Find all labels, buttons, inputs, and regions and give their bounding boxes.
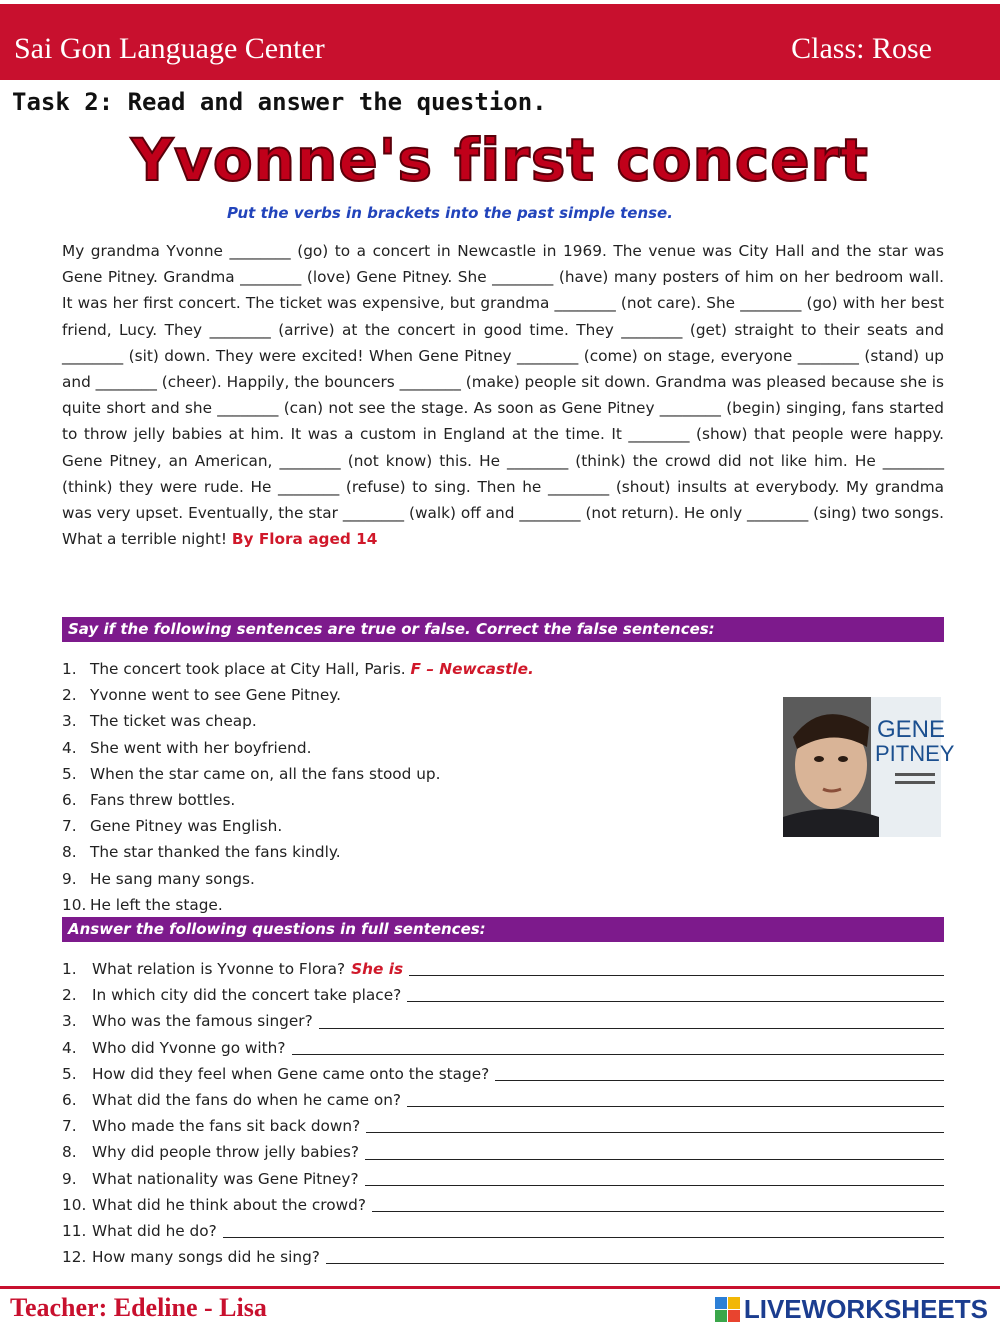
passage-text: My grandma Yvonne ________ (go) to a concert in Newcastle in 1969. The venue was City Hall and the star was Gene Pitney. Grandma ________ (love) Gene Pitney. She ________ (have) many posters of him on her bedroom wall. It was her first concert. The ticket was expensive, but grandma ________ (not care). She ________ (go) with her best friend, Lucy. They ________ (arrive) at the concert in good time. They ________ (get) straight to their seats and ________ (sit) down. They were excited! When Gene Pitney ________ (come) on stage, everyone ________ (stand) up and ________ (cheer). Happily, the bouncers ________ (make) people sit down. Grandma was pleased because she is quite short and she ________ (can) not see the stage. As soon as Gene Pitney ________ (begin) singing, fans started to throw jelly babies at him. It was a custom in England at the time. It ________ (show) that people were happy. Gene Pitney, an American, ________ (not know) this. He ________ (think) the crowd did not like him. He ________ (think) they were rude. He ________ (refuse) to sing. Then he ________ (shout) insults at everybody. My grandma was very upset. Eventually, the star ________ (walk) off and ________ (not return). He only ________ (sing) two songs. What a terrible night! (62, 242, 944, 549)
answer-line[interactable] (365, 1184, 944, 1186)
passage-author: By Flora aged 14 (231, 530, 378, 549)
question-text: Who was the famous singer? (92, 1012, 313, 1031)
tf-item-number: 3. (62, 712, 77, 731)
true-false-heading: Say if the following sentences are true or false. Correct the false sentences: (62, 617, 944, 642)
tf-item-number: 5. (62, 764, 77, 783)
question-number: 2. (62, 986, 77, 1005)
question-text: What did he think about the crowd? (92, 1195, 366, 1214)
questions-heading: Answer the following questions in full sentences: (62, 917, 944, 942)
tf-item-number: 4. (62, 738, 77, 757)
school-name: Sai Gon Language Center (14, 32, 325, 65)
question-number: 1. (62, 960, 77, 978)
question-item (62, 1061, 944, 1087)
brand-text: LIVEWORKSHEETS (743, 1294, 988, 1324)
question-number: 9. (62, 1169, 77, 1188)
question-text: Why did people throw jelly babies? (92, 1143, 359, 1162)
gene-pitney-photo (783, 697, 955, 837)
question-number: 3. (62, 1012, 77, 1031)
class-name: Class: Rose (791, 32, 932, 65)
portrait-image (783, 697, 955, 837)
question-number: 10. (62, 1195, 87, 1214)
answer-line[interactable] (372, 1210, 944, 1212)
question-item (62, 982, 944, 1008)
footer-divider (0, 1286, 1000, 1289)
question-text: What relation is Yvonne to Flora? (92, 960, 346, 978)
answer-line[interactable] (407, 1105, 944, 1107)
page-title: Yvonne's first concert (131, 126, 869, 194)
tf-item (62, 866, 534, 892)
question-item (62, 1244, 944, 1270)
question-number: 4. (62, 1038, 77, 1057)
question-number: 7. (62, 1117, 77, 1136)
tf-item-text: Fans threw bottles. (90, 791, 236, 810)
answer-line[interactable] (319, 1027, 944, 1029)
tf-item-number: 9. (62, 869, 77, 888)
tf-item (62, 761, 534, 787)
question-item (62, 1113, 944, 1139)
question-number: 12. (62, 1248, 87, 1267)
tf-item-answer[interactable]: F – Newcastle. (410, 660, 534, 678)
header-bar (0, 4, 1000, 80)
question-item (62, 1166, 944, 1192)
true-false-list (62, 656, 534, 918)
question-text: What did the fans do when he came on? (92, 1091, 402, 1110)
tf-item (62, 892, 534, 918)
question-item (62, 1035, 944, 1061)
question-text: How did they feel when Gene came onto the stage? (92, 1064, 490, 1083)
tf-item (62, 787, 534, 813)
question-item (62, 1218, 944, 1244)
tf-item-number: 8. (62, 843, 77, 862)
answer-line[interactable] (292, 1053, 945, 1055)
tf-item (62, 656, 534, 682)
tf-item-text: He left the stage. (90, 895, 223, 914)
question-text: What nationality was Gene Pitney? (92, 1169, 359, 1188)
question-item (62, 1008, 944, 1034)
tf-item-text: She went with her boyfriend. (90, 738, 312, 757)
tf-item-text: The concert took place at City Hall, Paris. (90, 660, 406, 678)
tf-item-text: The star thanked the fans kindly. (90, 843, 341, 862)
tf-item (62, 708, 534, 734)
question-item (62, 1139, 944, 1165)
tf-item-number: 10. (62, 895, 87, 914)
question-number: 6. (62, 1091, 77, 1110)
tf-item-text: When the star came on, all the fans stood up. (90, 764, 441, 783)
question-item (62, 1192, 944, 1218)
tf-item-number: 1. (62, 660, 77, 678)
questions-list (62, 956, 944, 1270)
tf-item-number: 7. (62, 817, 77, 836)
tf-item-text: Gene Pitney was English. (90, 817, 283, 836)
teacher-name: Teacher: Edeline - Lisa (10, 1293, 267, 1322)
answer-line[interactable] (223, 1236, 944, 1238)
tf-item (62, 682, 534, 708)
reading-passage (62, 238, 944, 552)
question-text: Who made the fans sit back down? (92, 1117, 361, 1136)
tf-item-text: Yvonne went to see Gene Pitney. (90, 686, 341, 705)
answer-line[interactable] (409, 974, 944, 976)
task-heading: Task 2: Read and answer the question. (12, 88, 547, 116)
answer-line[interactable] (365, 1158, 944, 1160)
question-number: 5. (62, 1064, 77, 1083)
question-number: 8. (62, 1143, 77, 1162)
question-answer-prefix: She is (351, 960, 404, 978)
answer-line[interactable] (326, 1262, 944, 1264)
answer-line[interactable] (366, 1131, 944, 1133)
question-text: Who did Yvonne go with? (92, 1038, 286, 1057)
question-text: In which city did the concert take place? (92, 986, 402, 1005)
question-text: What did he do? (92, 1222, 217, 1241)
question-number: 11. (62, 1222, 87, 1241)
liveworksheets-logo[interactable] (715, 1294, 988, 1325)
question-item (62, 956, 944, 982)
question-item (62, 1087, 944, 1113)
tf-item (62, 813, 534, 839)
answer-line[interactable] (407, 1000, 944, 1002)
liveworksheets-icon (715, 1297, 740, 1322)
tf-item-text: He sang many songs. (90, 869, 255, 888)
answer-line[interactable] (495, 1079, 944, 1081)
tf-item-text: The ticket was cheap. (90, 712, 257, 731)
question-text: How many songs did he sing? (92, 1248, 320, 1267)
photo-caption-1: GENE (877, 716, 946, 743)
tf-item-number: 6. (62, 791, 77, 810)
tf-item-number: 2. (62, 686, 77, 705)
photo-caption-2: PITNEY (875, 741, 955, 766)
tf-item (62, 839, 534, 865)
tf-item (62, 735, 534, 761)
instructions: Put the verbs in brackets into the past simple tense. (227, 204, 673, 222)
